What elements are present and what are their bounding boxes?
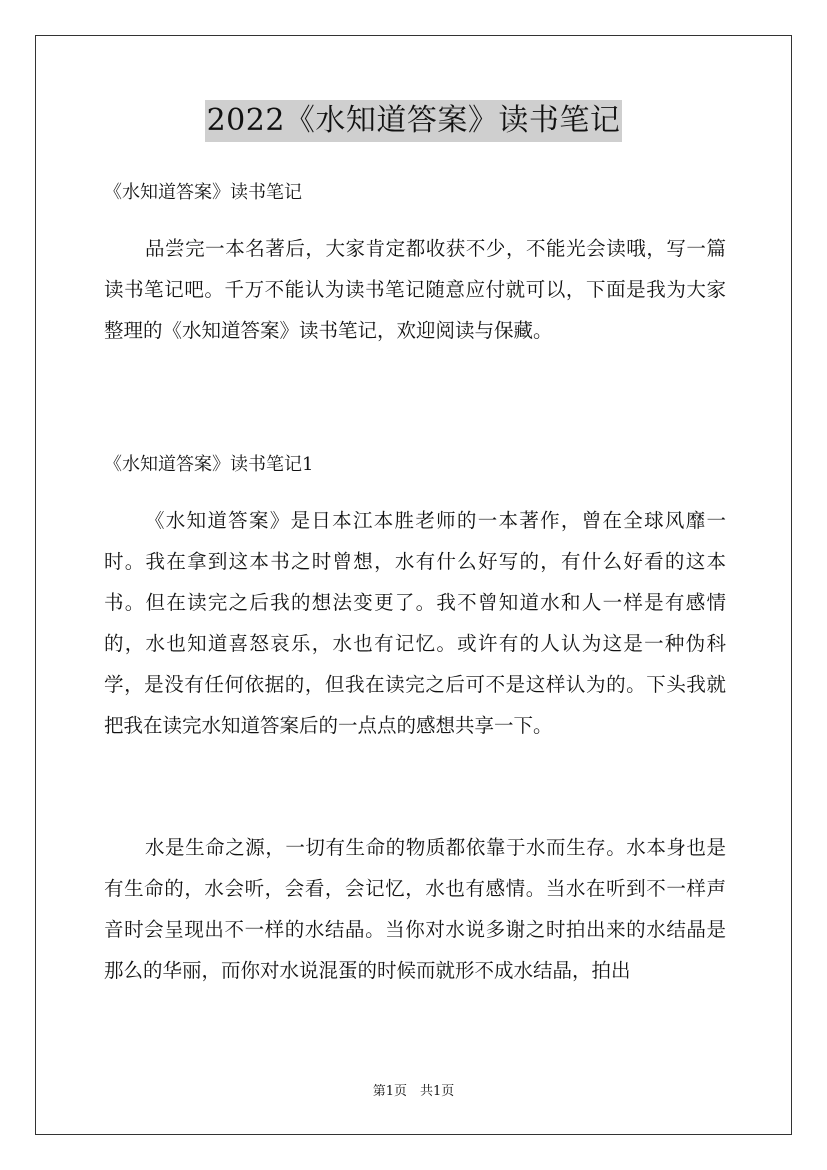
body-paragraph-1: 《水知道答案》是日本江本胜老师的一本著作，曾在全球风靡一时。我在拿到这本书之时曾想，水有什么好写的，有什么好看的这本书。但在读完之后我的想法变更了。我不曾知道水和人一样是有感情的，水也知道喜怒哀乐，水也有记忆。或许有的人认为这是一种伪科学，是没有任何依据的，但我在读完之后可不是这样认为的。下头我就把我在读完水知道答案后的一点点的感想共享一下。 xyxy=(104,509,726,737)
page-footer: 第1页 共1页 xyxy=(372,1084,455,1099)
section-heading: 《水知道答案》读书笔记1 xyxy=(104,454,314,475)
document-title-wrap xyxy=(0,100,827,142)
document-title: 2022《水知道答案》读书笔记 xyxy=(205,100,623,142)
intro-paragraph: 品尝完一本名著后，大家肯定都收获不少，不能光会读哦，写一篇读书笔记吧。千万不能认为读书笔记随意应付就可以，下面是我为大家整理的《水知道答案》读书笔记，欢迎阅读与保藏。 xyxy=(104,237,726,342)
document-subtitle: 《水知道答案》读书笔记 xyxy=(104,182,302,203)
body-paragraph-2: 水是生命之源，一切有生命的物质都依靠于水而生存。水本身也是有生命的，水会听，会看，会记忆，水也有感情。当水在听到不一样声音时会呈现出不一样的水结晶。当你对水说多谢之时拍出来的水结晶是那么的华丽，而你对水说混蛋的时候而就形不成水结晶，拍出 xyxy=(104,836,726,982)
